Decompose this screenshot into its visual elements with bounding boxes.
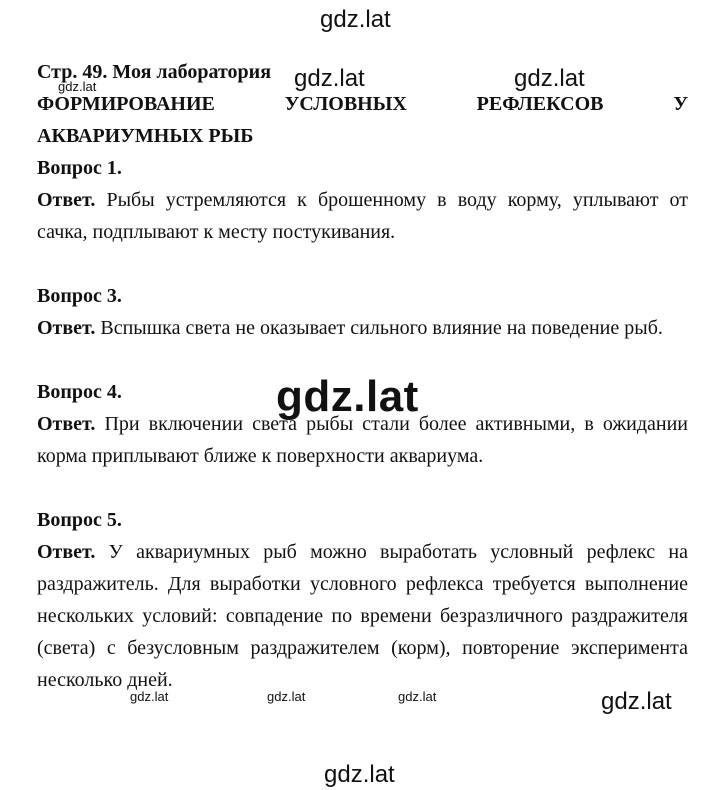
question-1-heading: Вопрос 1.	[37, 157, 122, 179]
watermark-large: gdz.lat	[276, 372, 419, 421]
answer-1-text: Рыбы устремляются к брошенному в воду корму, уплывают от сачка, подплывают к месту постукивания.	[37, 189, 689, 243]
watermark-small-1: gdz.lat	[58, 79, 97, 94]
answer-5-text: У аквариумных рыб можно выработать условный рефлекс на раздражитель. Для выработки условного рефлекса требуется выполнение нескольких условий: совпадение по времени безразличного раздражителя (света) с безусловным раздражителем (корм), повторение эксперимента несколько дней.	[37, 541, 688, 691]
watermark-bottom: gdz.lat	[324, 761, 395, 788]
question-4-heading: Вопрос 4.	[37, 381, 122, 403]
document-title-line-1: ФОРМИРОВАНИЕ УСЛОВНЫХ РЕФЛЕКСОВ У	[37, 93, 688, 115]
question-5-heading: Вопрос 5.	[37, 509, 122, 531]
watermark-right: gdz.lat	[601, 688, 672, 715]
answer-label: Ответ.	[37, 189, 96, 211]
watermark-top: gdz.lat	[320, 6, 391, 33]
answer-label: Ответ.	[37, 541, 96, 563]
answer-label: Ответ.	[37, 413, 96, 435]
answer-label: Ответ.	[37, 317, 96, 339]
answer-5	[37, 536, 688, 696]
answer-1	[37, 184, 688, 248]
answer-4-text: При включении света рыбы стали более активными, в ожидании корма приплывают ближе к поверхности аквариума.	[37, 413, 689, 467]
watermark-small-4: gdz.lat	[398, 689, 437, 704]
watermark-mid-1: gdz.lat	[294, 65, 365, 92]
watermark-small-2: gdz.lat	[130, 689, 169, 704]
watermark-small-3: gdz.lat	[267, 689, 306, 704]
answer-3-text: Вспышка света не оказывает сильного влияние на поведение рыб.	[100, 317, 663, 339]
watermark-mid-2: gdz.lat	[514, 65, 585, 92]
answer-3	[37, 312, 688, 344]
page-reference: Стр. 49. Моя лаборатория	[37, 61, 272, 83]
document-title-line-2: АКВАРИУМНЫХ РЫБ	[37, 125, 254, 147]
question-3-heading: Вопрос 3.	[37, 285, 122, 307]
